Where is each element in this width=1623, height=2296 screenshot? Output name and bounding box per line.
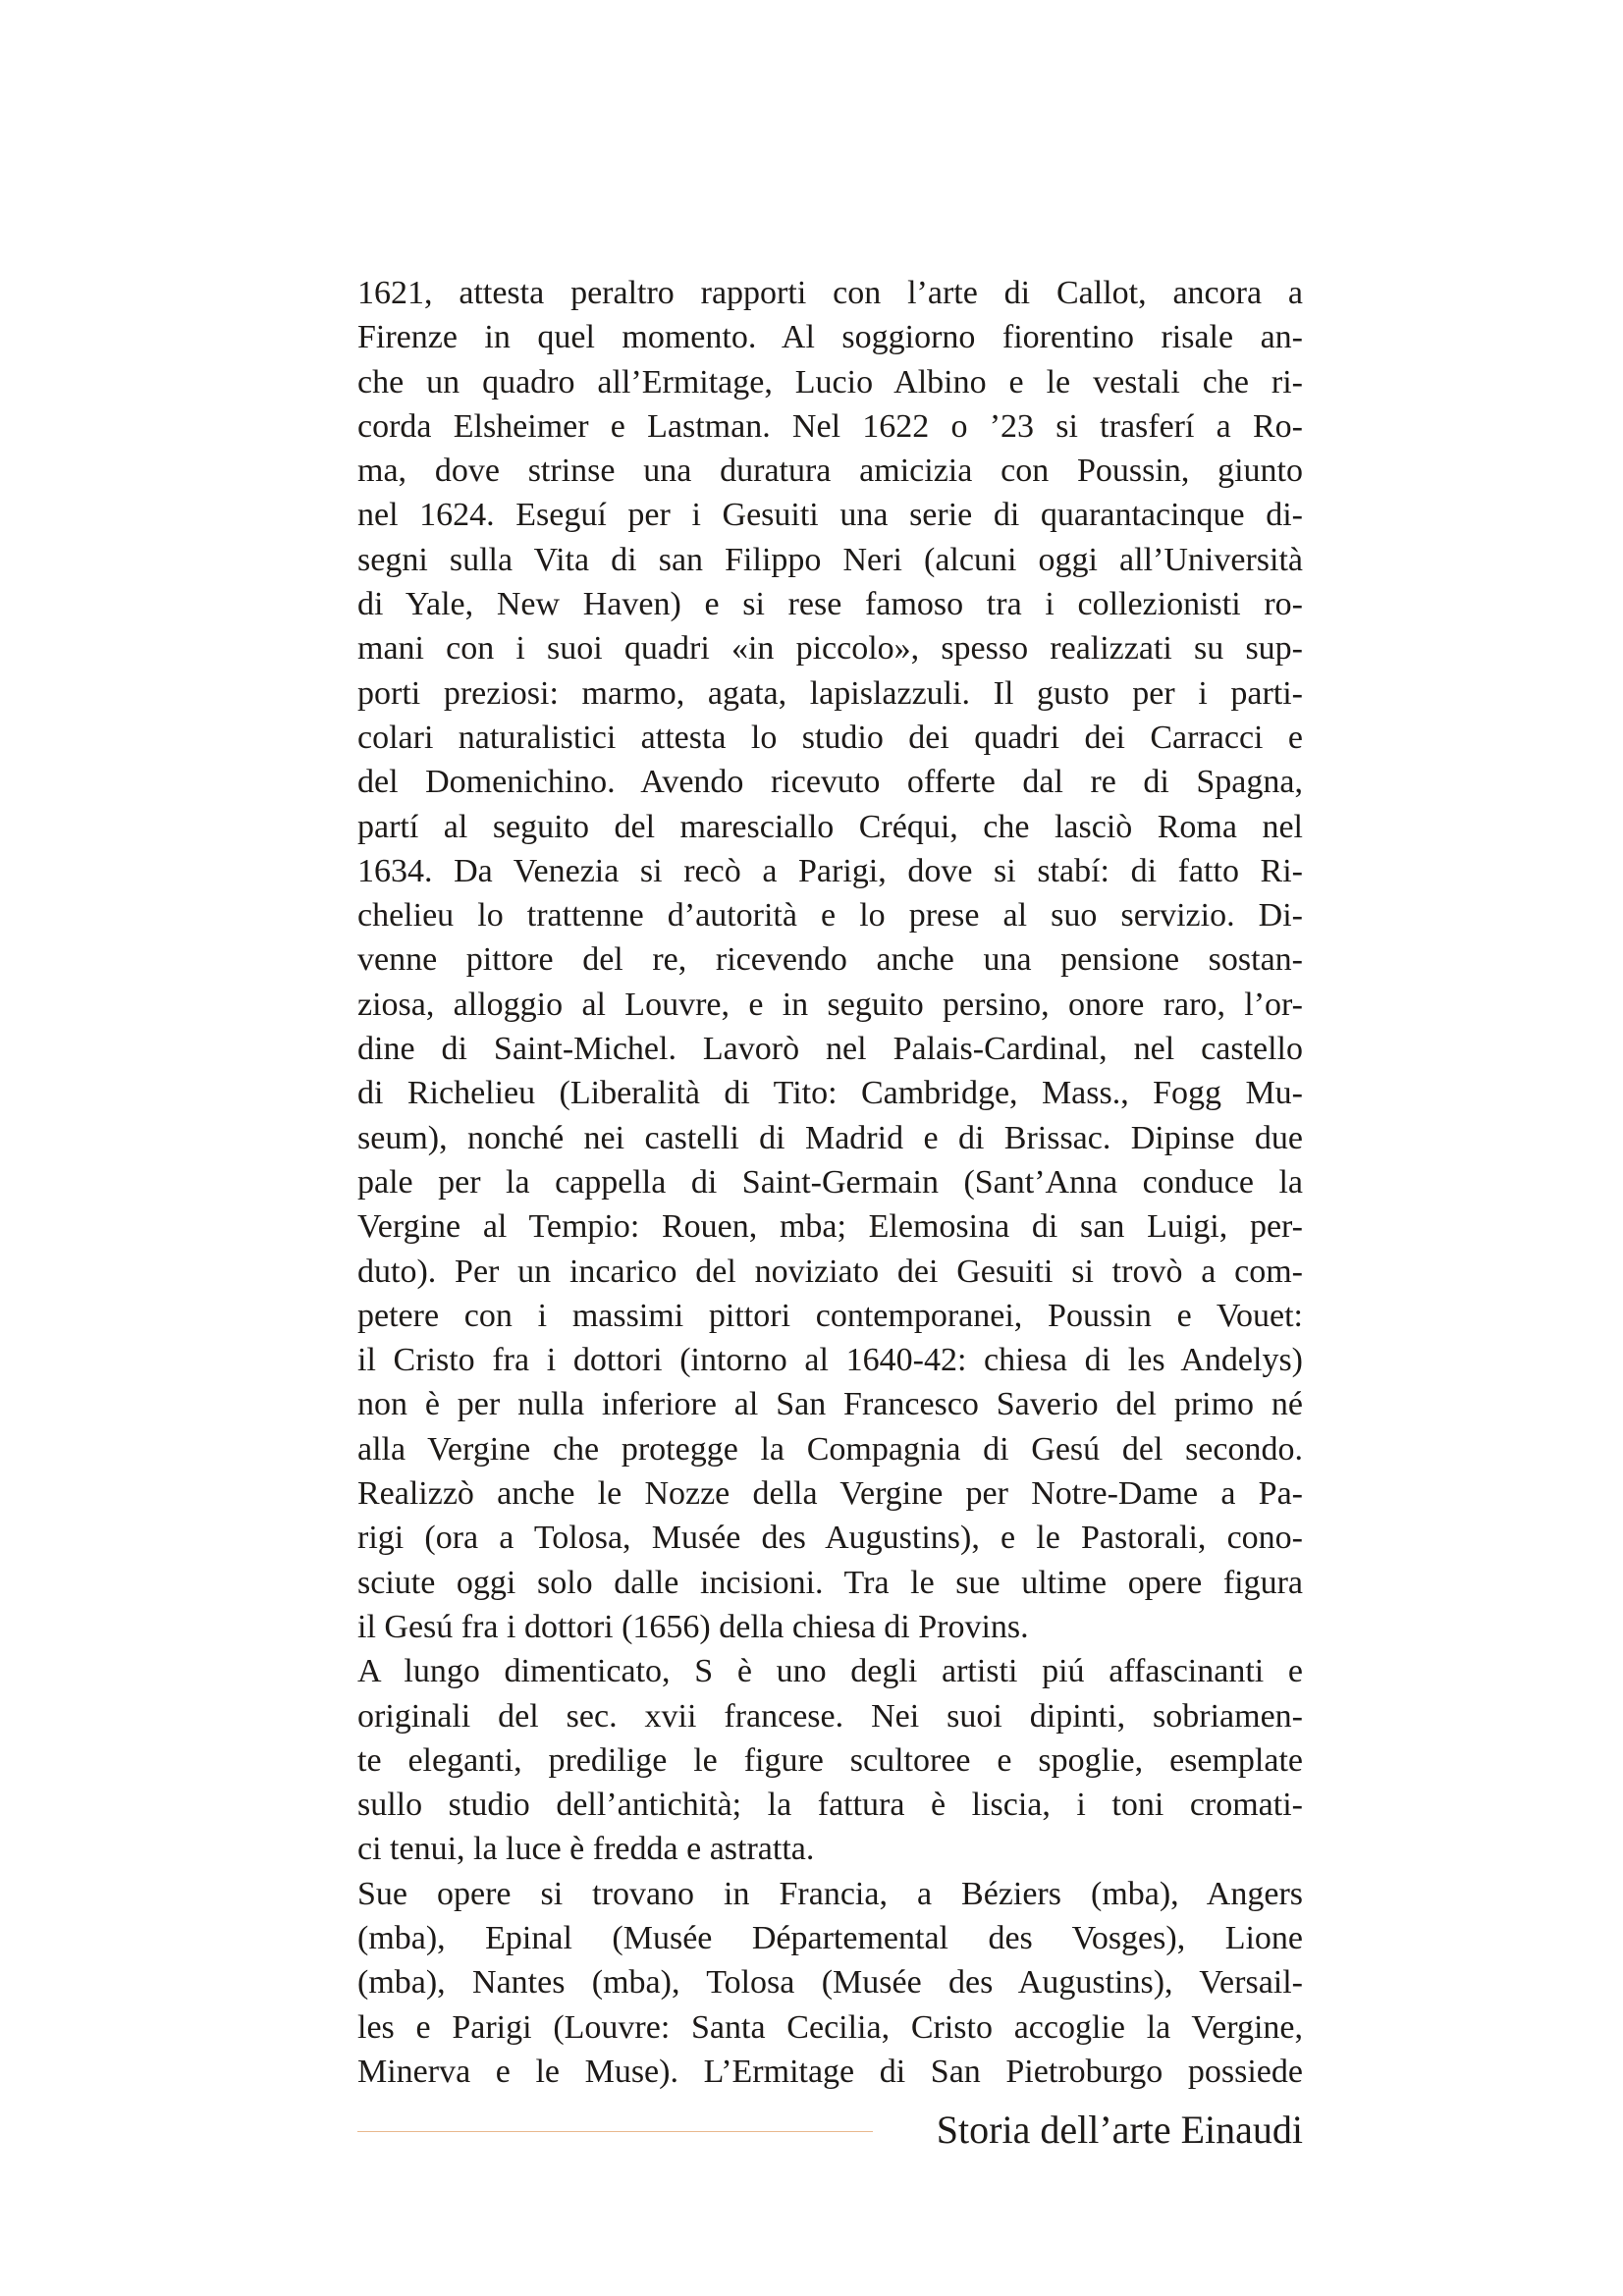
text-line: 1621, attesta peraltro rapporti con l’arte di Callot, ancora a [357, 275, 1303, 311]
text-line: colari naturalistici attesta lo studio dei quadri dei Carracci e [357, 719, 1303, 756]
text-line: pale per la cappella di Saint-Germain (Sant’Anna conduce la [357, 1163, 1303, 1201]
text-line: (mba), Epinal (Musée Départemental des Vosges), Lione [357, 1919, 1303, 1956]
text-line: petere con i massimi pittori contemporanei, Poussin e Vouet: [357, 1297, 1303, 1334]
text-line: dine di Saint-Michel. Lavorò nel Palais-Cardinal, nel castello [357, 1031, 1303, 1068]
text-line: sciute oggi solo dalle incisioni. Tra le sue ultime opere figura [357, 1564, 1303, 1601]
footer-divider [357, 2131, 873, 2132]
text-line: corda Elsheimer e Lastman. Nel 1622 o ’23 si trasferí a Ro- [357, 407, 1303, 445]
text-line: il Cristo fra i dottori (intorno al 1640-42: chiesa di les Andelys) [357, 1342, 1303, 1379]
footer-title: Storia dell’arte Einaudi [936, 2108, 1303, 2152]
text-line: 1634. Da Venezia si recò a Parigi, dove si stabí: di fatto Ri- [357, 852, 1303, 889]
text-line: originali del sec. xvii francese. Nei suoi dipinti, sobriamen- [357, 1697, 1303, 1735]
text-line: ci tenui, la luce è fredda e astratta. [357, 1831, 815, 1868]
text-line: Realizzò anche le Nozze della Vergine per Notre-Dame a Pa- [357, 1475, 1303, 1513]
text-line: venne pittore del re, ricevendo anche una pensione sostan- [357, 941, 1303, 979]
text-line: Minerva e le Muse). L’Ermitage di San Pietroburgo possiede [357, 2053, 1303, 2090]
text-line: Sue opere si trovano in Francia, a Béziers (mba), Angers [357, 1875, 1303, 1912]
text-line: il Gesú fra i dottori (1656) della chiesa di Provins. [357, 1608, 1029, 1645]
text-line: porti preziosi: marmo, agata, lapislazzuli. Il gusto per i parti- [357, 674, 1303, 712]
text-line: di Yale, New Haven) e si rese famoso tra i collezionisti ro- [357, 586, 1303, 623]
text-line: del Domenichino. Avendo ricevuto offerte dal re di Spagna, [357, 764, 1303, 801]
text-line: non è per nulla inferiore al San Francesco Saverio del primo né [357, 1386, 1303, 1423]
text-line: A lungo dimenticato, S è uno degli artisti piú affascinanti e [357, 1653, 1303, 1690]
text-line: chelieu lo trattenne d’autorità e lo prese al suo servizio. Di- [357, 897, 1303, 934]
text-line: (mba), Nantes (mba), Tolosa (Musée des Augustins), Versail- [357, 1964, 1303, 2002]
text-line: duto). Per un incarico del noviziato dei Gesuiti si trovò a com- [357, 1253, 1303, 1290]
text-line: rigi (ora a Tolosa, Musée des Augustins), e le Pastorali, cono- [357, 1520, 1303, 1557]
text-line: seum), nonché nei castelli di Madrid e di Brissac. Dipinse due [357, 1119, 1303, 1156]
body-text [357, 271, 1303, 2094]
text-line: che un quadro all’Ermitage, Lucio Albino e le vestali che ri- [357, 363, 1303, 400]
text-line: nel 1624. Eseguí per i Gesuiti una serie di quarantacinque di- [357, 497, 1303, 534]
text-line: partí al seguito del maresciallo Créqui, che lasciò Roma nel [357, 808, 1303, 845]
text-line: alla Vergine che protegge la Compagnia di Gesú del secondo. [357, 1430, 1303, 1468]
text-line: te eleganti, predilige le figure scultoree e spoglie, esemplate [357, 1741, 1303, 1779]
text-line: di Richelieu (Liberalità di Tito: Cambridge, Mass., Fogg Mu- [357, 1075, 1303, 1112]
text-line: mani con i suoi quadri «in piccolo», spesso realizzati su sup- [357, 630, 1303, 667]
text-line: segni sulla Vita di san Filippo Neri (alcuni oggi all’Università [357, 541, 1303, 578]
text-line: les e Parigi (Louvre: Santa Cecilia, Cristo accoglie la Vergine, [357, 2008, 1303, 2046]
text-line: ma, dove strinse una duratura amicizia con Poussin, giunto [357, 453, 1303, 490]
text-line: sullo studio dell’antichità; la fattura è liscia, i toni cromati- [357, 1787, 1303, 1824]
text-line: Vergine al Tempio: Rouen, mba; Elemosina di san Luigi, per- [357, 1208, 1303, 1246]
text-line: Firenze in quel momento. Al soggiorno fiorentino risale an- [357, 319, 1303, 356]
text-line: ziosa, alloggio al Louvre, e in seguito persino, onore raro, l’or- [357, 986, 1303, 1023]
